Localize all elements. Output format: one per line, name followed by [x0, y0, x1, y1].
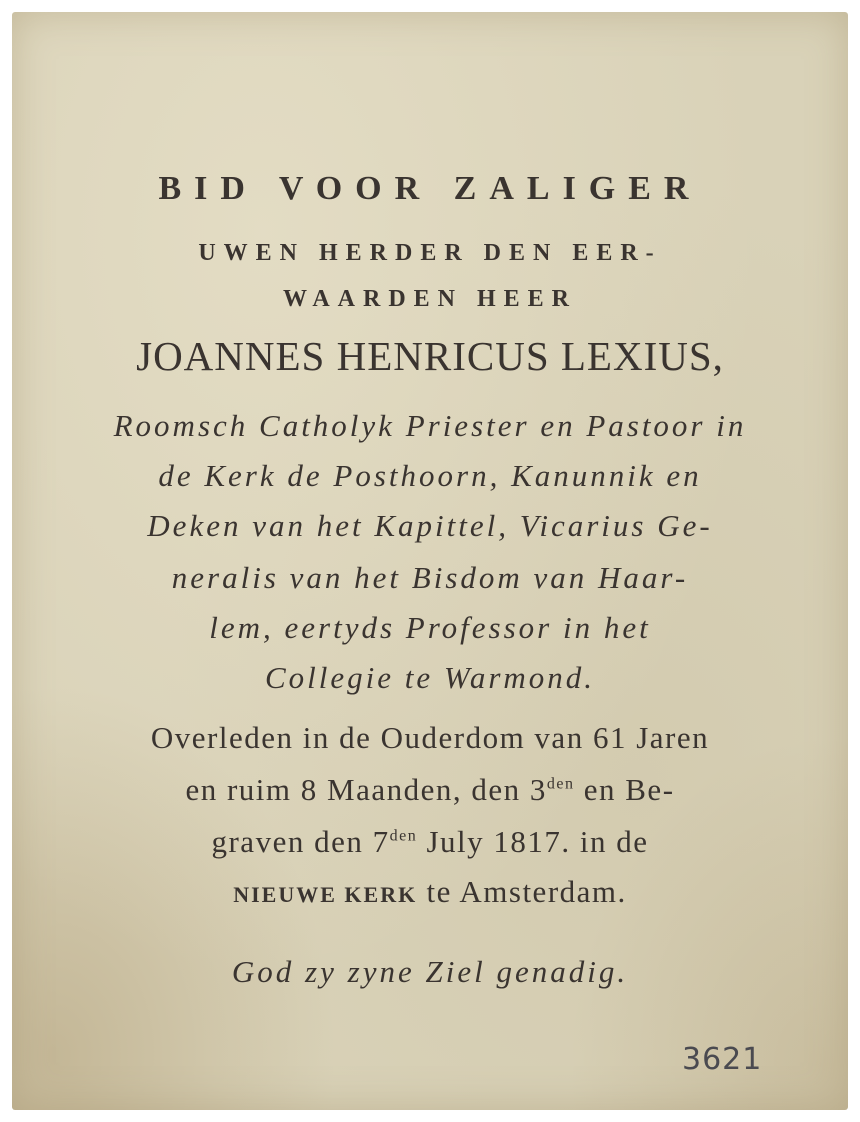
death-line-3: [12, 824, 848, 860]
death-line-2-end: en Be-: [574, 772, 675, 807]
description-line-2: de Kerk de Posthoorn, Kanunnik en: [158, 458, 702, 493]
death-line-2-text: en ruim 8 Maanden, den 3: [185, 772, 547, 807]
heading-line-1: BID VOOR ZALIGER: [158, 170, 702, 207]
death-line-2-sup: den: [546, 775, 575, 793]
death-line-2: [12, 772, 848, 808]
description-line-3: Deken van het Kapittel, Vicarius Ge-: [147, 508, 713, 543]
description-line-6: Collegie te Warmond.: [264, 660, 596, 695]
death-line-4: [12, 874, 848, 910]
description-line-4: neralis van het Bisdom van Haar-: [171, 560, 689, 595]
deceased-name: JOANNES HENRICUS LEXIUS,: [136, 333, 724, 379]
death-line-3-end: July 1817. in de: [417, 824, 649, 859]
catalog-number: 3621: [682, 1042, 763, 1077]
description-line-5: lem, eertyds Professor in het: [209, 610, 651, 645]
closing-prayer: God zy zyne Ziel genadig.: [231, 954, 629, 989]
memorial-card: [12, 12, 848, 1110]
church-name: NIEUWE KERK: [233, 882, 418, 907]
death-line-3-text: graven den 7: [211, 824, 390, 859]
description-line-1: Roomsch Catholyk Priester en Pastoor in: [113, 408, 747, 443]
death-line-1: Overleden in de Ouderdom van 61 Jaren: [150, 720, 710, 755]
death-line-3-sup: den: [389, 827, 418, 845]
heading-line-3: WAARDEN HEER: [282, 286, 578, 312]
heading-line-2: UWEN HERDER DEN EER-: [198, 240, 662, 266]
death-line-4-end: te Amsterdam.: [417, 874, 627, 909]
